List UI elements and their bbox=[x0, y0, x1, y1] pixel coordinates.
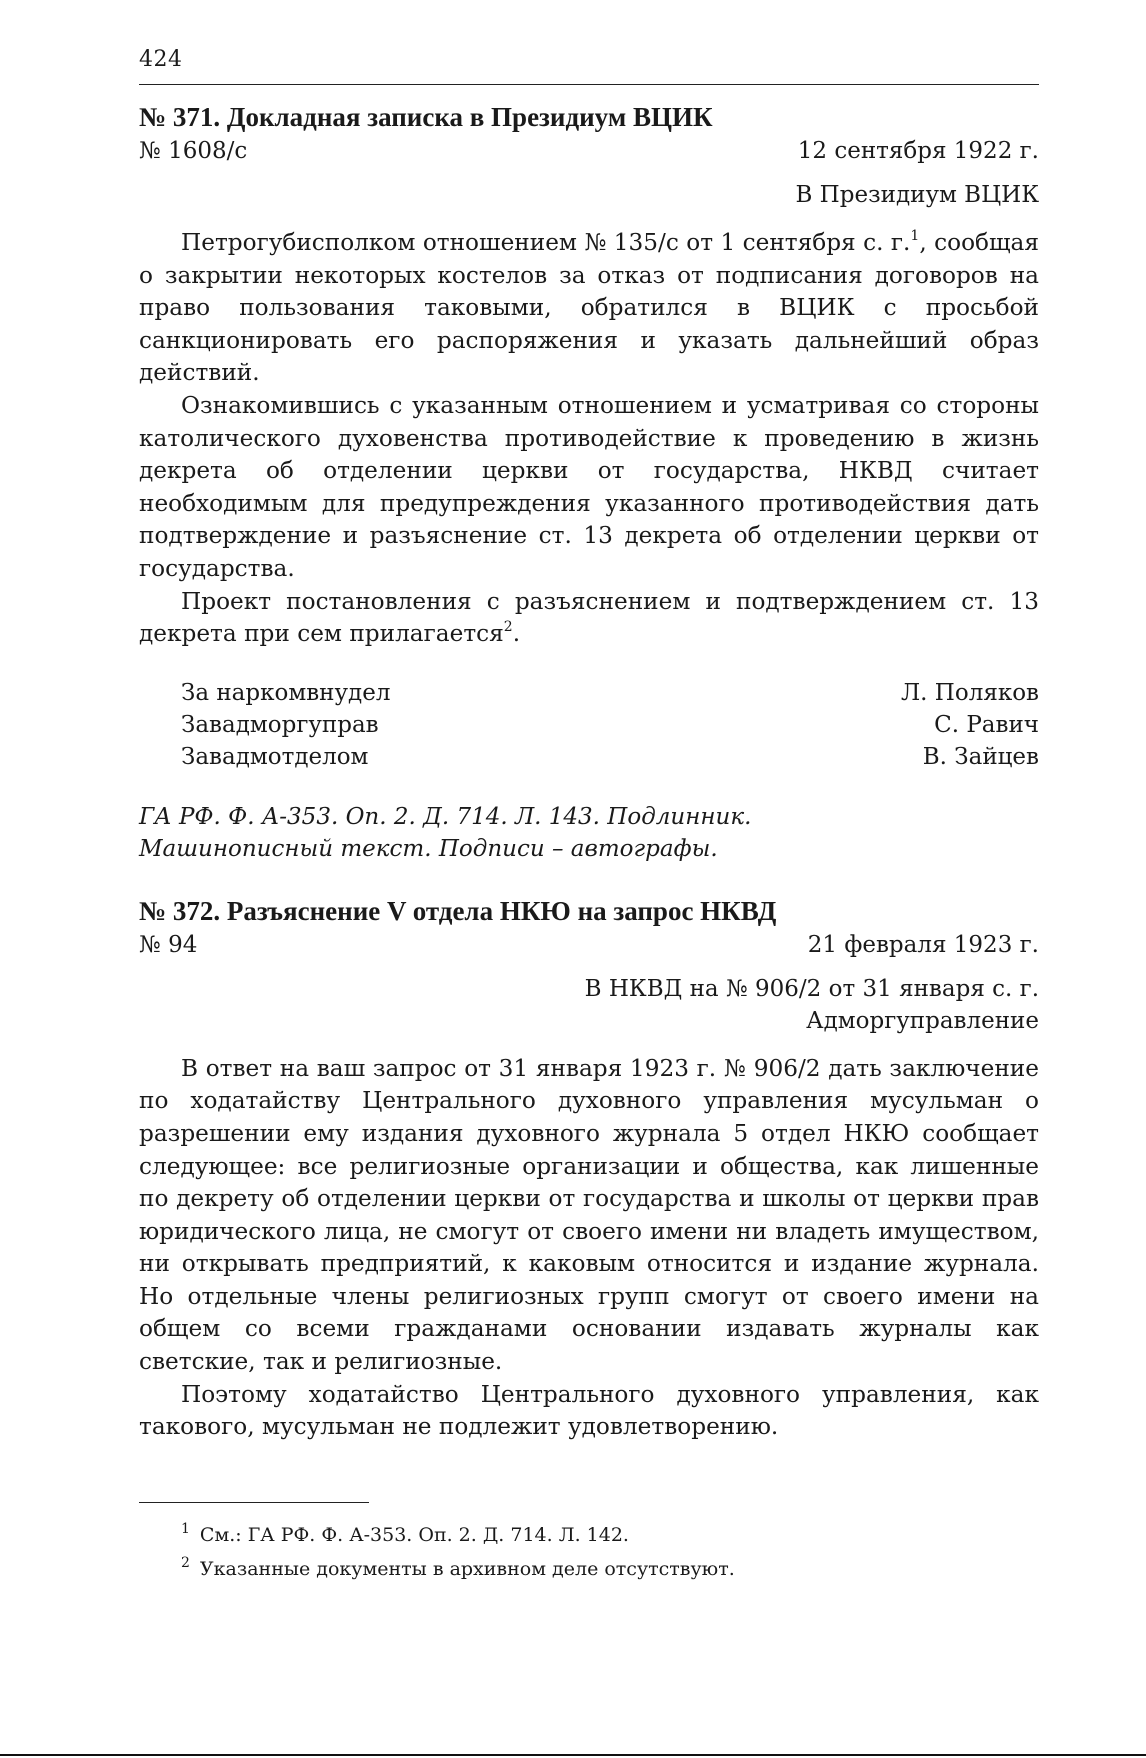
signature-name: Л. Поляков bbox=[900, 679, 1039, 706]
signature-name: С. Равич bbox=[934, 711, 1039, 738]
document-372 bbox=[139, 895, 1039, 1444]
document-371 bbox=[139, 101, 1039, 865]
doc372-number: № 94 bbox=[139, 931, 198, 958]
signature-name: В. Зайцев bbox=[922, 743, 1039, 770]
signature-role: За наркомвнудел bbox=[181, 679, 391, 706]
doc372-addressee-1: В НКВД на № 906/2 от 31 января с. г. bbox=[584, 975, 1039, 1002]
doc372-paragraph-2: Поэтому ходатайство Центрального духовного управления, как такового, мусульман не подлежит удовлетворению. bbox=[139, 1380, 1039, 1441]
archive-reference bbox=[139, 801, 1039, 865]
footnote-number: 2 bbox=[181, 1554, 190, 1571]
doc371-paragraph-1 bbox=[139, 227, 1039, 390]
footnote-ref-1: 1 bbox=[910, 228, 920, 244]
footnote-text: Указанные документы в архивном деле отсутствуют. bbox=[199, 1557, 735, 1580]
signature-block bbox=[139, 677, 1039, 773]
footnote-number: 1 bbox=[181, 1520, 190, 1537]
signature-role: Завадморгуправ bbox=[181, 711, 379, 738]
footnote-rule bbox=[139, 1502, 369, 1503]
doc372-title: № 372. Разъяснение V отдела НКЮ на запрос НКВД bbox=[139, 895, 777, 926]
doc371-paragraph-3 bbox=[139, 586, 1039, 651]
document-page bbox=[139, 46, 1039, 1583]
doc372-addressee-2: Адморгуправление bbox=[806, 1007, 1039, 1034]
doc371-title: № 371. Докладная записка в Президиум ВЦИК bbox=[139, 102, 713, 132]
doc372-paragraph-1: В ответ на ваш запрос от 31 января 1923 г. № 906/2 дать заключение по ходатайству Центрального духовного управления мусульман о разрешении ему издания духовного журнала 5 отдел НКЮ сообщает следующее: все религиозные организации и общества, как лишенные по декрету об отделении церкви от государства и школы от церкви прав юридического лица, не смогут от своего имени ни владеть имуществом, ни открывать предприятий, к каковым относится и издание журнала. Но отдельные члены религиозных групп смогут от своего имени на общем со всеми гражданами основании издавать журналы как светские, так и религиозные. bbox=[139, 1054, 1039, 1376]
doc371-number: № 1608/с bbox=[139, 138, 248, 164]
signature-row bbox=[139, 741, 1039, 773]
doc371-p3-text-b: . bbox=[512, 620, 521, 648]
archive-line-2: Машинописный текст. Подписи – автографы. bbox=[139, 835, 718, 862]
footnotes bbox=[139, 1502, 1039, 1583]
doc371-p1-text-b: , сообщая о закрытии некоторых костелов за отказ от подписания договоров на право пользования таковыми, обратился в ВЦИК с просьбой санкционировать его распоряжения и указать дальнейший образ действий. bbox=[139, 229, 1039, 387]
signature-role: Завадмотделом bbox=[181, 743, 369, 770]
doc371-p1-text-a: Петрогубисполком отношением № 135/с от 1 сентября с. г. bbox=[181, 229, 911, 256]
doc371-p3-text-a: Проект постановления с разъяснением и подтверждением ст. 13 декрета при сем прилагается bbox=[139, 587, 1039, 648]
page-number: 424 bbox=[139, 47, 183, 72]
scan-bottom-edge bbox=[0, 1754, 1146, 1756]
footnote bbox=[139, 1549, 1039, 1583]
signature-row bbox=[139, 677, 1039, 709]
doc371-paragraph-2: Ознакомившись с указанным отношением и усматривая со стороны католического духовенства противодействие к проведению в жизнь декрета об отделении церкви от государства, НКВД считает необходимым для предупреждения указанного противодействия дать подтверждение и разъяснение ст. 13 декрета об отделении церкви от государства. bbox=[139, 391, 1039, 582]
doc372-date: 21 февраля 1923 г. bbox=[807, 931, 1039, 958]
doc371-addressee: В Президиум ВЦИК bbox=[795, 182, 1039, 208]
footnote-text: См.: ГА РФ. Ф. А-353. Оп. 2. Д. 714. Л. 142. bbox=[199, 1523, 629, 1546]
doc372-meta bbox=[139, 929, 1039, 961]
footnote-ref-2: 2 bbox=[503, 619, 513, 636]
archive-line-1: ГА РФ. Ф. А-353. Оп. 2. Д. 714. Л. 143. Подлинник. bbox=[139, 803, 752, 830]
doc371-date: 12 сентября 1922 г. bbox=[797, 138, 1039, 164]
signature-row bbox=[139, 709, 1039, 741]
footnote bbox=[139, 1515, 1039, 1549]
doc371-meta bbox=[139, 135, 1039, 167]
header-rule bbox=[139, 84, 1039, 85]
